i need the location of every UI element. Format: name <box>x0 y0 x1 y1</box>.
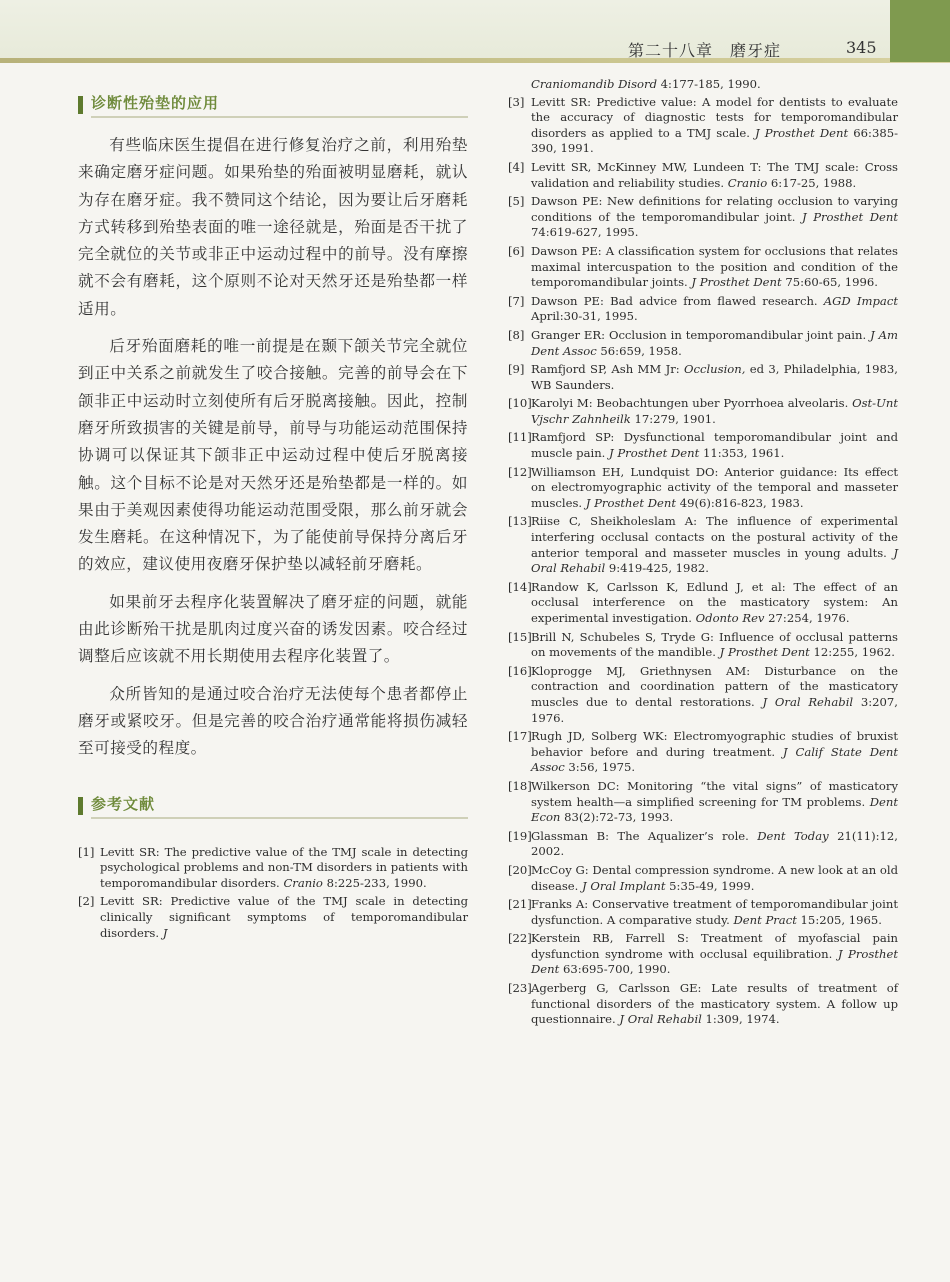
reference-number: [2] <box>78 894 95 909</box>
reference-number: [1] <box>78 844 95 859</box>
heading-underline <box>91 817 468 819</box>
reference-number: [6] <box>508 243 525 258</box>
reference-number: [21] <box>508 897 532 912</box>
paragraph: 有些临床医生提倡在进行修复治疗之前，利用殆垫来确定磨牙症问题。如果殆垫的殆面被明显磨耗，就认为存在磨牙症。我不赞同这个结论，因为要让后牙磨耗方式转移到殆垫表面的唯一途径就是，殆面是否干扰了完全就位的关节或非正中运动过程中的前导。没有摩擦就不会有磨耗，这个原则不论对天然牙还是殆垫都一样适用。 <box>78 136 468 318</box>
reference-item: [1] Levitt SR: The predictive value of the TMJ scale in detecting psychological problems and non-TM disorders in patients with temporomandibular disorders. Cranio 8:225-233, 1990. <box>78 844 468 890</box>
running-header <box>628 38 877 61</box>
reference-number: [10] <box>508 396 532 411</box>
page-top-band <box>0 0 950 62</box>
heading-marker <box>78 96 83 114</box>
reference-item: [8] Granger ER: Occlusion in temporomandibular joint pain. J Am Dent Assoc 56:659, 1958. <box>508 327 898 358</box>
heading-underline <box>91 116 468 118</box>
reference-number: [5] <box>508 194 525 209</box>
reference-number: [12] <box>508 464 532 479</box>
reference-item: [19] Glassman B: The Aqualizer’s role. Dent Today 21(11):12, 2002. <box>508 828 898 859</box>
reference-number: [19] <box>508 828 532 843</box>
reference-item: [6] Dawson PE: A classification system for occlusions that relates maximal intercuspation to the position and condition of the temporomandibular joints. J Prosthet Dent 75:60-65, 1996. <box>508 243 898 290</box>
references-heading <box>78 793 468 819</box>
chapter-tab <box>890 0 950 62</box>
reference-item: [23] Agerberg G, Carlsson GE: Late results of treatment of functional disorders of the masticatory system. A follow up questionnaire. J Oral Rehabil 1:309, 1974. <box>508 981 898 1027</box>
header-rule <box>0 58 950 63</box>
reference-number: [11] <box>508 430 532 445</box>
reference-item: [16] Kloprogge MJ, Griethnysen AM: Disturbance on the contraction and coordination pattern of the masticatory muscles due to dental restorations. J Oral Rehabil 3:207, 1976. <box>508 663 898 725</box>
reference-number: [7] <box>508 293 525 308</box>
reference-item: [10] Karolyi M: Beobachtungen uber Pyorrhoea alveolaris. Ost-Unt Vjschr Zahnheilk 17:279, 1901. <box>508 396 898 426</box>
reference-item: [2] Levitt SR: Predictive value of the TMJ scale in detecting clinically significant symptoms of temporomandibular disorders. J <box>78 894 468 940</box>
reference-number: [23] <box>508 981 532 996</box>
section-title: 诊断性殆垫的应用 <box>91 94 220 112</box>
reference-number: [4] <box>508 159 525 174</box>
reference-item: [17] Rugh JD, Solberg WK: Electromyographic studies of bruxist behavior before and during treatment. J Calif State Dent Assoc 3:56, 1975. <box>508 729 899 775</box>
reference-item: [13] Riise C, Sheikholeslam A: The influence of experimental interfering occlusal contacts on the postural activity of the anterior temporal and masseter muscles in young adults. J Oral Rehabil 9:419-425, 1982. <box>508 514 898 576</box>
reference-list-left <box>78 845 468 942</box>
reference-item: [14] Randow K, Carlsson K, Edlund J, et al: The effect of an occlusal interference on the masticatory system: An experimental investigation. Odonto Rev 27:254, 1976. <box>508 579 898 625</box>
section-heading <box>78 92 468 118</box>
reference-item: [18] Wilkerson DC: Monitoring “the vital signs” of masticatory system health—a simplified screening for TM problems. Dent Econ 83(2):72-73, 1993. <box>508 778 898 825</box>
reference-item: [15] Brill N, Schubeles S, Tryde G: Influence of occlusal patterns on movements of the mandible. J Prosthet Dent 12:255, 1962. <box>508 629 898 660</box>
reference-number: [22] <box>508 931 532 946</box>
reference-number: [17] <box>508 729 532 744</box>
page-number: 345 <box>846 38 877 57</box>
reference-item: [4] Levitt SR, McKinney MW, Lundeen T: The TMJ scale: Cross validation and reliability studies. Cranio 6:17-25, 1988. <box>508 159 898 190</box>
right-column <box>508 77 898 1031</box>
reference-number: [13] <box>508 514 532 529</box>
reference-number: [18] <box>508 778 532 793</box>
reference-item: [3] Levitt SR: Predictive value: A model for dentists to evaluate the accuracy of diagnostic tests for temporomandibular disorders as applied to a TMJ scale. J Prosthet Dent 66:385-390, 1991. <box>508 94 898 156</box>
reference-item: [11] Ramfjord SP: Dysfunctional temporomandibular joint and muscle pain. J Prosthet Dent 11:353, 1961. <box>508 430 898 461</box>
reference-number: [15] <box>508 629 532 644</box>
paragraph: 众所皆知的是通过咬合治疗无法使每个患者都停止磨牙或紧咬牙。但是完善的咬合治疗通常能将损伤减轻至可接受的程度。 <box>78 684 468 758</box>
reference-item: [9] Ramfjord SP, Ash MM Jr: Occlusion, ed 3, Philadelphia, 1983, WB Saunders. <box>508 362 898 392</box>
reference-number: [9] <box>508 362 525 377</box>
reference-number: [3] <box>508 94 525 109</box>
paragraph: 如果前牙去程序化装置解决了磨牙症的问题，就能由此诊断殆干扰是肌肉过度兴奋的诱发因素。咬合经过调整后应该就不用长期使用去程序化装置了。 <box>78 592 468 666</box>
reference-number: [14] <box>508 579 532 594</box>
references-title: 参考文献 <box>91 794 156 813</box>
paragraph: 后牙殆面磨耗的唯一前提是在颞下颌关节完全就位到正中关系之前就发生了咬合接触。完善的前导会在下颌非正中运动时立刻使所有后牙脱离接触。因此，控制磨牙所致损害的关键是前导，前导与功能运动范围保持协调可以保证其下颌非正中运动过程中使后牙脱离接触。这个目标不论是对天然牙还是殆垫都是一样的。如果由于美观因素使得功能运动范围受限，那么前牙就会发生磨耗。在这种情况下，为了能使前导保持分离后牙的效应，建议使用夜磨牙保护垫以减轻前牙磨耗。 <box>78 337 468 574</box>
reference-item: [20] McCoy G: Dental compression syndrome. A new look at an old disease. J Oral Implant 5:35-49, 1999. <box>508 862 898 893</box>
reference-continuation: Craniomandib Disord 4:177-185, 1990. <box>531 77 761 91</box>
left-column <box>78 92 468 944</box>
reference-item: [12] Williamson EH, Lundquist DO: Anterior guidance: Its effect on electromyographic activity of the temporal and masseter muscles. J Prosthet Dent 49(6):816-823, 1983. <box>508 464 898 510</box>
reference-item: [7] Dawson PE: Bad advice from flawed research. AGD Impact April:30-31, 1995. <box>508 293 898 324</box>
reference-item: [22] Kerstein RB, Farrell S: Treatment of myofascial pain dysfunction syndrome with occlusal equilibration. J Prosthet Dent 63:695-700, 1990. <box>508 931 898 977</box>
reference-item: [21] Franks A: Conservative treatment of temporomandibular joint dysfunction. A comparative study. Dent Pract 15:205, 1965. <box>508 897 898 927</box>
reference-item: [5] Dawson PE: New definitions for relating occlusion to varying conditions of the temporomandibular joint. J Prosthet Dent 74:619-627, 1995. <box>508 194 898 240</box>
reference-number: [8] <box>508 327 525 342</box>
chapter-title: 第二十八章 磨牙症 <box>628 41 782 60</box>
reference-number: [16] <box>508 663 532 678</box>
reference-number: [20] <box>508 862 532 877</box>
heading-marker <box>78 797 83 815</box>
